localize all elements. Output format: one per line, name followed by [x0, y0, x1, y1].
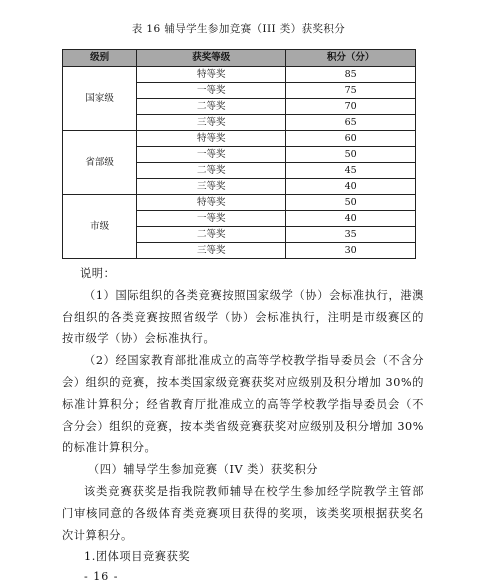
table-row [63, 131, 416, 147]
notes-heading: 说明： [80, 267, 116, 280]
note-paragraph-2: （2）经国家教育部批准成立的高等学校教学指导委员会（不含分会）组织的竞赛，按本类国家级竞赛获奖对应级别及积分增加 30%的标准计算积分；经省教育厅批准成立的高等学校教学指导委员会（不含分会）组织的竞赛，按本类省级竞赛获奖对应级别及积分增加 30%的标准计算积分。 [62, 354, 424, 455]
grade-cell: 三等奖 [137, 115, 286, 131]
item-1-heading: 1.团体项目竞赛获奖 [84, 550, 191, 564]
notes-section [62, 263, 424, 568]
grade-cell: 特等奖 [137, 131, 286, 147]
grade-cell: 二等奖 [137, 227, 286, 243]
section-iv-body: 该类竞赛获奖是指我院教师辅导在校学生参加经学院教学主管部门审核同意的各级体育类竞赛项目获得的奖项，该类奖项根据获奖名次计算积分。 [62, 484, 424, 542]
points-cell: 45 [286, 163, 416, 179]
table-body [63, 67, 416, 259]
header-row [63, 50, 416, 67]
points-cell: 35 [286, 227, 416, 243]
award-points-table [62, 49, 416, 259]
level-cell: 省部级 [63, 131, 137, 195]
points-cell: 40 [286, 179, 416, 195]
points-cell: 85 [286, 67, 416, 83]
points-cell: 40 [286, 211, 416, 227]
points-cell: 50 [286, 195, 416, 211]
grade-cell: 二等奖 [137, 99, 286, 115]
grade-cell: 三等奖 [137, 179, 286, 195]
grade-cell: 二等奖 [137, 163, 286, 179]
table-header [63, 50, 416, 67]
points-cell: 70 [286, 99, 416, 115]
header-points: 积分（分） [286, 50, 416, 67]
section-heading-iv: （四）辅导学生参加竞赛（IV 类）获奖积分 [88, 463, 319, 477]
grade-cell: 一等奖 [137, 147, 286, 163]
table-caption: 表 16 辅导学生参加竞赛（III 类）获奖积分 [131, 23, 346, 35]
level-cell: 市级 [63, 195, 137, 259]
grade-cell: 一等奖 [137, 211, 286, 227]
grade-cell: 一等奖 [137, 83, 286, 99]
header-level: 级别 [63, 50, 137, 67]
points-cell: 75 [286, 83, 416, 99]
points-cell: 65 [286, 115, 416, 131]
points-cell: 30 [286, 243, 416, 259]
grade-cell: 三等奖 [137, 243, 286, 259]
header-grade: 获奖等级 [137, 50, 286, 67]
level-cell: 国家级 [63, 67, 137, 131]
grade-cell: 特等奖 [137, 67, 286, 83]
points-cell: 50 [286, 147, 416, 163]
page-number: - 16 - [84, 570, 119, 583]
note-paragraph-1: （1）国际组织的各类竞赛按照国家级学（协）会标准执行，港澳台组织的各类竞赛按照省级学（协）会标准执行，注明是市级赛区的按市级学（协）会标准执行。 [62, 288, 424, 346]
points-cell: 60 [286, 131, 416, 147]
table-row [63, 195, 416, 211]
table-row [63, 67, 416, 83]
grade-cell: 特等奖 [137, 195, 286, 211]
